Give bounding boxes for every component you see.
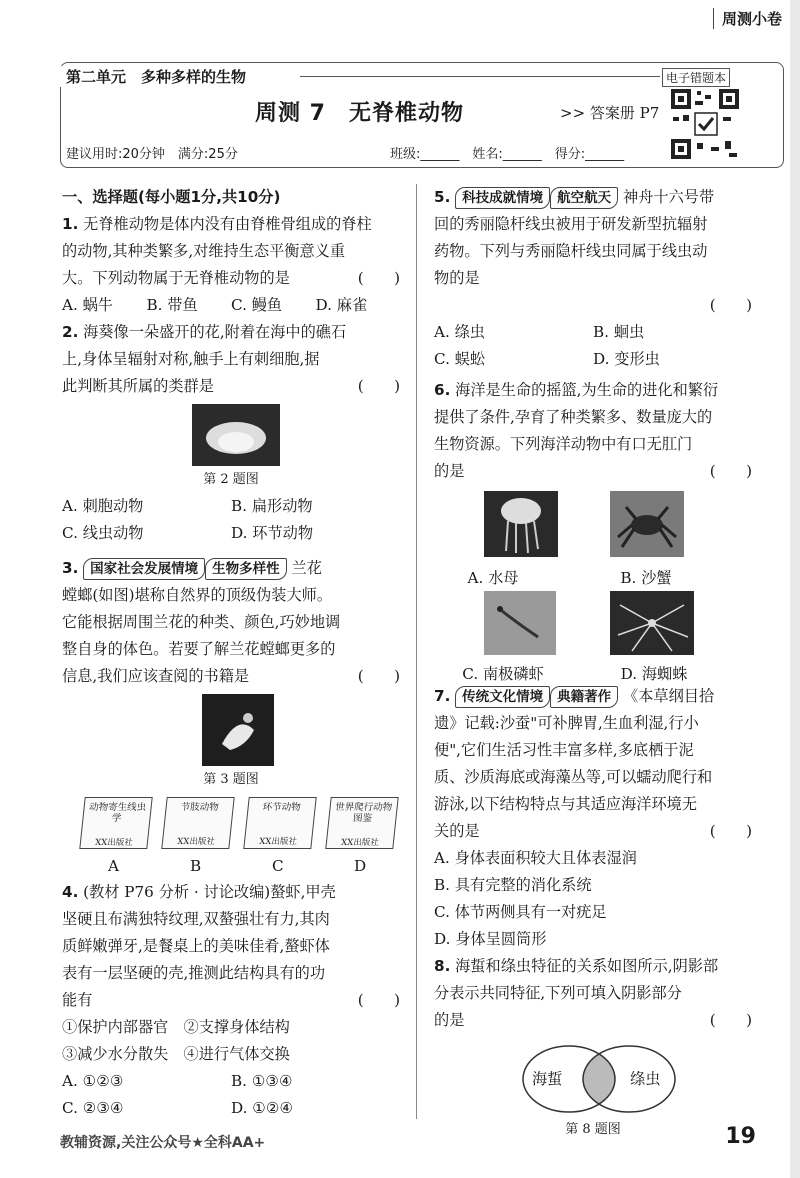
option: A. 蜗牛 xyxy=(62,296,113,314)
book-letter: B xyxy=(190,857,202,875)
image-caption: A. 水母 xyxy=(467,569,519,587)
question-text: 螳螂(如图)堪称自然界的顶级伪装大师。 xyxy=(62,586,333,604)
sea-anemone-image xyxy=(192,404,280,466)
question-3 xyxy=(62,555,400,879)
question-text: 无脊椎动物是体内没有由脊椎骨组成的脊柱 xyxy=(83,215,372,233)
option: A. 绦虫 xyxy=(434,323,485,341)
answer-parentheses: ( ) xyxy=(709,296,752,314)
question-text: 《本草纲目拾 xyxy=(623,687,715,705)
question-text: 神舟十六号带 xyxy=(623,188,715,206)
question-8 xyxy=(434,953,752,1143)
venn-right-label: 绦虫 xyxy=(630,1070,661,1088)
question-text: 物的是 xyxy=(434,269,480,287)
question-text: 回的秀丽隐杆线虫被用于研发新型抗辐射 xyxy=(434,215,708,233)
jellyfish-image xyxy=(484,491,558,557)
class-info: 班级:______ 姓名:______ 得分:______ xyxy=(390,147,625,162)
qr-label: 电子错题本 xyxy=(662,68,730,87)
option: D. 身体呈圆筒形 xyxy=(434,930,547,948)
question-text: 表有一层坚硬的壳,推测此结构具有的功 xyxy=(62,964,326,982)
option: B. 蛔虫 xyxy=(593,323,645,341)
answer-parentheses: ( ) xyxy=(709,1011,752,1029)
statement-list: ③减少水分散失 ④进行气体交换 xyxy=(62,1045,290,1063)
book-letter: C xyxy=(272,857,284,875)
question-number: 4. xyxy=(62,883,79,901)
book-letter: A xyxy=(108,857,119,875)
option: A. 刺胞动物 xyxy=(62,497,144,515)
question-text: 大。下列动物属于无脊椎动物的是 xyxy=(62,269,290,287)
book-letter: D xyxy=(354,857,367,875)
page-title: 周测 7 无脊椎动物 xyxy=(255,101,464,126)
option: D. 变形虫 xyxy=(593,350,660,368)
context-chip: 科技成就情境 xyxy=(455,187,550,209)
book-a: 动物寄生线虫学 XX出版社 xyxy=(79,797,152,849)
question-text: 兰花 xyxy=(291,559,322,577)
figure-caption: 第 8 题图 xyxy=(565,1122,621,1137)
top-tag: 周测小卷 xyxy=(713,8,782,29)
book-b: 节肢动物 XX出版社 xyxy=(161,797,234,849)
question-text: 生物资源。下列海洋动物中有口无肛门 xyxy=(434,435,693,453)
animal-images xyxy=(434,491,752,681)
option: B. 带鱼 xyxy=(146,296,198,314)
option: A. ①②③ xyxy=(62,1072,124,1090)
question-4 xyxy=(62,879,400,1122)
venn-left-label: 海蜇 xyxy=(532,1070,563,1088)
image-caption: D. 海蜘蛛 xyxy=(620,665,688,683)
answer-parentheses: ( ) xyxy=(357,269,400,287)
question-number: 3. xyxy=(62,559,79,577)
figure-caption: 第 2 题图 xyxy=(203,472,259,487)
question-number: 7. xyxy=(434,687,451,705)
context-chip: 传统文化情境 xyxy=(455,686,550,708)
option: A. 身体表面积较大且体表湿润 xyxy=(434,849,637,867)
question-number: 6. xyxy=(434,381,451,399)
question-text: 便",它们生活习性丰富多样,多底栖于泥 xyxy=(434,741,694,759)
image-caption: B. 沙蟹 xyxy=(620,569,672,587)
image-caption: C. 南极磷虾 xyxy=(462,665,544,683)
option: D. 环节动物 xyxy=(231,524,314,542)
right-column xyxy=(434,184,752,1143)
context-chip: 国家社会发展情境 xyxy=(83,558,205,580)
question-text: 海蜇和绦虫特征的关系如图所示,阴影部 xyxy=(455,957,719,975)
page-edge xyxy=(790,0,800,1178)
topic-chip: 生物多样性 xyxy=(205,558,287,580)
option: D. 麻雀 xyxy=(315,296,368,314)
question-text: 信息,我们应该查阅的书籍是 xyxy=(62,667,250,685)
option: B. 具有完整的消化系统 xyxy=(434,876,592,894)
question-text: 遗》记载:沙蚕"可补脾胃,生血利湿,行小 xyxy=(434,714,699,732)
unit-title: 第二单元 多种多样的生物 xyxy=(60,66,252,87)
book-c: 环节动物 XX出版社 xyxy=(243,797,316,849)
option: C. 蜈蚣 xyxy=(434,350,486,368)
question-text: 的动物,其种类繁多,对维持生态平衡意义重 xyxy=(62,242,346,260)
book-d: 世界爬行动物图鉴 XX出版社 xyxy=(325,797,398,849)
question-text: 的是 xyxy=(434,462,465,480)
question-text: 分表示共同特征,下列可填入阴影部分 xyxy=(434,984,682,1002)
question-7 xyxy=(434,683,752,953)
question-text: 游泳,以下结构特点与其适应海洋环境无 xyxy=(434,795,698,813)
option: B. 扁形动物 xyxy=(231,497,313,515)
question-text: 的是 xyxy=(434,1011,465,1029)
question-text: 关的是 xyxy=(434,822,480,840)
left-column xyxy=(62,184,400,1122)
option: C. 鳗鱼 xyxy=(231,296,283,314)
question-text: 质鲜嫩弹牙,是餐桌上的美味佳肴,螯虾体 xyxy=(62,937,330,955)
question-text: 坚硬且布满独特纹理,双螯强壮有力,其肉 xyxy=(62,910,330,928)
question-6 xyxy=(434,377,752,681)
book-options xyxy=(62,793,400,879)
page-number: 19 xyxy=(725,1124,756,1149)
question-text: (教材 P76 分析 · 讨论改编)螯虾,甲壳 xyxy=(83,883,336,901)
qr-code-icon[interactable] xyxy=(667,85,743,163)
venn-diagram xyxy=(434,1042,752,1116)
question-text: 它能根据周围兰花的种类、颜色,巧妙地调 xyxy=(62,613,341,631)
question-text: 质、沙质海底或海藻丛等,可以蠕动爬行和 xyxy=(434,768,713,786)
question-1 xyxy=(62,211,400,319)
option: C. 线虫动物 xyxy=(62,524,144,542)
question-text: 海洋是生命的摇篮,为生命的进化和繁衍 xyxy=(455,381,719,399)
question-text: 此判断其所属的类群是 xyxy=(62,377,214,395)
question-text: 能有 xyxy=(62,991,93,1009)
sea-spider-image xyxy=(610,591,694,655)
answer-reference: >> 答案册 P7 xyxy=(560,104,660,122)
section-heading: 一、选择题(每小题1分,共10分) xyxy=(62,188,281,206)
footer-text: 教辅资源,关注公众号★全科AA+ xyxy=(60,1135,266,1151)
question-number: 1. xyxy=(62,215,79,233)
question-text: 上,身体呈辐射对称,触手上有刺细胞,据 xyxy=(62,350,320,368)
unit-rule xyxy=(300,76,660,77)
option: D. ①②④ xyxy=(231,1099,294,1117)
topic-chip: 典籍著作 xyxy=(550,686,618,708)
answer-parentheses: ( ) xyxy=(709,822,752,840)
answer-parentheses: ( ) xyxy=(357,377,400,395)
question-number: 5. xyxy=(434,188,451,206)
krill-image xyxy=(484,591,556,655)
question-text: 药物。下列与秀丽隐杆线虫同属于线虫动 xyxy=(434,242,708,260)
question-number: 8. xyxy=(434,957,451,975)
question-text: 整自身的体色。若要了解兰花螳螂更多的 xyxy=(62,640,336,658)
option: C. 体节两侧具有一对疣足 xyxy=(434,903,607,921)
time-info: 建议用时:20分钟 满分:25分 xyxy=(66,147,238,162)
question-text: 提供了条件,孕育了种类繁多、数量庞大的 xyxy=(434,408,713,426)
answer-parentheses: ( ) xyxy=(709,462,752,480)
question-text: 海葵像一朵盛开的花,附着在海中的礁石 xyxy=(83,323,347,341)
answer-parentheses: ( ) xyxy=(357,667,400,685)
topic-chip: 航空航天 xyxy=(550,187,618,209)
answer-parentheses: ( ) xyxy=(357,991,400,1009)
question-2 xyxy=(62,319,400,547)
option: C. ②③④ xyxy=(62,1099,124,1117)
statement-list: ①保护内部器官 ②支撑身体结构 xyxy=(62,1018,290,1036)
orchid-mantis-image xyxy=(202,694,274,766)
column-divider xyxy=(416,184,417,1119)
question-number: 2. xyxy=(62,323,79,341)
figure-caption: 第 3 题图 xyxy=(203,772,259,787)
option: B. ①③④ xyxy=(231,1072,293,1090)
crab-image xyxy=(610,491,684,557)
question-5 xyxy=(434,184,752,373)
